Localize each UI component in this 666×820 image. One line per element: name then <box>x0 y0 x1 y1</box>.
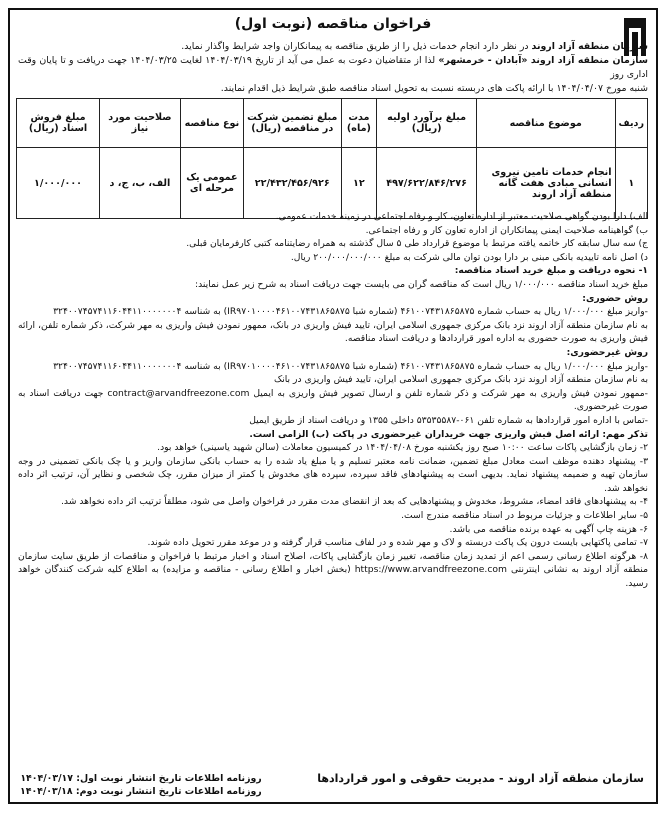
body-paragraph-p20: ۶- هزینه چاپ آگهی به عهده برنده مناقصه می باشد. <box>449 523 648 535</box>
body-paragraph-p6: مبلغ خرید اسناد مناقصه ۱/۰۰۰/۰۰۰ ریال است که مناقصه گران می بایست جهت دریافت اسناد به شرح زیر عمل نمایند: <box>194 278 648 290</box>
body-paragraph-p16: ۲- زمان بازگشایی پاکات ساعت ۱۰:۰۰ صبح روز یکشنبه مورخ ۱۴۰۴/۰۴/۰۸ در کمیسیون معاملات (سالن شهید یاسینی) خواهد بود. <box>157 442 648 454</box>
tender-notice <box>8 8 658 804</box>
cell-guarantee: ۲۲/۴۳۲/۴۵۶/۹۲۶ <box>244 148 341 219</box>
header-tender-type: نوع مناقصه <box>180 99 243 148</box>
intro-text-2: لذا از متقاضیان دعوت به عمل می آید از تاریخ ۱۴۰۴/۰۳/۱۹ لغایت ۱۴۰۴/۰۳/۲۵ جهت دریافت و تا پایان وقت اداری روز <box>18 55 648 80</box>
body-paragraph-p7: روش حضوری: <box>582 292 648 304</box>
body-paragraph-p14: -تماس با اداره امور قراردادها به شماره تلفن ۰۶۱-۵۳۵۳۵۵۸۷ داخلی ۱۳۵۵ و دریافت اسناد از طریق ایمیل <box>249 414 648 426</box>
body-paragraph-p17: ۳- پیشنهاد دهنده موظف است معادل مبلغ تضمین، ضمانت نامه معتبر تسلیم و یا مبلغ یاد شده را به حساب بانکی سازمان واریز و یا چک بانکی تضمینی در وجه سازمان تهیه و ضمیمه پیشنهاد نماید. بدیهی است به پیشنهادهای فاقد سپرده، سپرده های مخدوش یا کمتر از میزان مقرر، چک شخصی و نظایر آن، ترتیب اثر داده نخواهد شد. <box>18 455 648 494</box>
cell-duration: ۱۲ <box>341 148 377 219</box>
header-estimate: مبلغ برآورد اولیه (ریال) <box>377 99 477 148</box>
footer-organization: سازمان منطقه آزاد اروند - مدیریت حقوقی و امور قراردادها <box>317 772 644 785</box>
intro-paragraph <box>18 40 648 96</box>
table-header-row <box>17 99 648 148</box>
body-paragraph-p11: -واریز مبلغ ۱/۰۰۰/۰۰۰ ریال به حساب شماره ۴۶۱۰۰۷۴۳۱۸۶۵۸۷۵ (شماره شبا IR۹۷۰۱۰۰۰۰۴۶۱۰۰۷۴۳۱۸۶۵۸۷۵) به شناسه ۳۲۴۰۰۷۴۵۷۴۱۱۶۰۴۴۱۱۰۰۰۰۰۰۰۴ <box>53 360 648 372</box>
footer-publication-dates <box>20 772 262 798</box>
header-subject: موضوع مناقصه <box>476 99 615 148</box>
body-paragraph-p1: الف) دارا بودن گواهی صلاحیت معتبر از اداره تعاون، کار و رفاه اجتماعی در زمینه خدمات عمومی. <box>275 211 648 222</box>
intro-text-3: شنبه مورخ ۱۴۰۴/۰۴/۰۷ با ارائه پاکت های دربسته نسبت به تحویل اسناد مناقصه طبق شرایط ذیل اقدام نمایند. <box>220 83 648 94</box>
publication-date-first: روزنامه اطلاعات تاریخ انتشار نوبت اول: ۱۴۰۴/۰۳/۱۷ <box>20 773 262 784</box>
notice-title: فراخوان مناقصه (نوبت اول) <box>234 16 432 32</box>
cell-row-number: ۱ <box>615 148 647 219</box>
body-paragraph-p3: ج) سه سال سابقه کار خاتمه یافته مرتبط با موضوع قرارداد طی ۵ سال گذشته به همراه رضایتنامه کتبی کارفرمایان قبلی. <box>186 238 648 250</box>
cell-qualification: الف، ب، ج، د <box>100 148 181 219</box>
table-row <box>17 148 648 219</box>
cell-subject: انجام خدمات تامین نیروی انسانی مبادی هفت گانه منطقه آزاد اروند <box>476 148 615 219</box>
header-qualification: صلاحیت مورد نیاز <box>100 99 181 148</box>
intro-org: سازمان منطقه آزاد اروند <box>531 41 648 52</box>
notice-body <box>18 210 648 591</box>
body-paragraph-p21: ۷- تمامی پاکتهایی بایست درون یک پاکت دربسته و لاک و مهر شده و در لفاف مناسب قرار گرفته و در موعد مقرر تحویل داده شوند. <box>147 537 648 549</box>
body-paragraph-p2: ب) گواهینامه صلاحیت ایمنی پیمانکاران از اداره تعاون کار و رفاه اجتماعی. <box>365 224 648 236</box>
cell-document-price: ۱/۰۰۰/۰۰۰ <box>17 148 100 219</box>
header-document-price: مبلغ فروش اسناد (ریال) <box>17 99 100 148</box>
body-paragraph-p13: -ممهور نمودن فیش واریزی به مهر شرکت و ذکر شماره تلفن و ارسال تصویر فیش واریزی به ایمیل contract@arvandfreezone.com جهت دریافت اسناد به صورت غیرحضوری. <box>18 387 648 413</box>
header-row-number: ردیف <box>615 99 647 148</box>
cell-tender-type: عمومی یک مرحله ای <box>180 148 243 219</box>
publication-date-second: روزنامه اطلاعات تاریخ انتشار نوبت دوم: ۱۴۰۴/۰۳/۱۸ <box>20 786 262 797</box>
body-paragraph-p22: ۸- هرگونه اطلاع رسانی رسمی اعم از تمدید زمان مناقصه، تغییر زمان بازگشایی پاکات، اصلاح اسناد و اخبار مرتبط با فراخوان و مناقصات از طریق سایت سازمان منطقه آزاد اروند به نشانی اینترنتی https://www.arvandfreezone.com (بخش اخبار و اطلاع رسانی - مناقصه و مزایده) به اطلاع کلیه شرکت کنندگان خواهد رسید. <box>18 550 648 590</box>
body-paragraph-p5: ۱- نحوه دریافت و مبلغ خرید اسناد مناقصه: <box>454 265 648 277</box>
intro-org-address: سازمان منطقه آزاد اروند «آبادان - خرمشهر» <box>438 55 648 66</box>
header-duration: مدت (ماه) <box>341 99 377 148</box>
body-paragraph-p12: به نام سازمان منطقه آزاد اروند نزد بانک مرکزی جمهوری اسلامی ایران، تایید فیش واریزی در بانک <box>273 374 648 386</box>
intro-text-1: در نظر دارد انجام خدمات ذیل را از طریق مناقصه به پیمانکاران واجد شرایط واگذار نماید. <box>181 41 532 52</box>
body-paragraph-p15: تذکر مهم: ارائه اصل فیش واریزی جهت خریداران غیرحضوری در پاکت (ب) الزامی است. <box>249 428 648 440</box>
body-paragraph-p19: ۵- سایر اطلاعات و جزئیات مربوط در اسناد مناقصه مندرج است. <box>401 510 648 522</box>
tender-table <box>16 98 648 219</box>
body-paragraph-p9: به نام سازمان منطقه آزاد اروند نزد بانک مرکزی جمهوری اسلامی ایران، تایید فیش واریزی در بانک، ممهور نمودن فیش واریزی به مهر شرکت، ذکر شماره تلفن، ارائه فیش واریزی به صورت حضوری به اداره امور قراردادها و دریافت اسناد مناقصه. <box>18 319 648 345</box>
body-paragraph-p4: د) اصل نامه تاییدیه بانکی مبنی بر دارا بودن توان مالی شرکت به مبلغ ۲۰۰/۰۰۰/۰۰۰/۰۰۰ ریال. <box>290 251 648 263</box>
body-paragraph-p10: روش غیرحضوری: <box>566 346 648 358</box>
header-guarantee: مبلغ تضمین شرکت در مناقصه (ریال) <box>244 99 341 148</box>
body-paragraph-p18: ۴- به پیشنهادهای فاقد امضاء، مشروط، مخدوش و پیشنهادهایی که بعد از انقضای مدت مقرر در فراخوان واصل می شود، مطلقاً ترتیب اثر داده نخواهد شد. <box>61 496 648 508</box>
cell-estimate: ۴۹۷/۶۲۲/۸۴۶/۲۷۶ <box>377 148 477 219</box>
body-paragraph-p8: -واریز مبلغ ۱/۰۰۰/۰۰۰ ریال به حساب شماره ۴۶۱۰۰۷۴۳۱۸۶۵۸۷۵ (شماره شبا IR۹۷۰۱۰۰۰۰۴۶۱۰۰۷۴۳۱۸۶۵۸۷۵) به شناسه ۳۲۴۰۰۷۴۵۷۴۱۱۶۰۴۴۱۱۰۰۰۰۰۰۰۴ <box>53 306 648 318</box>
